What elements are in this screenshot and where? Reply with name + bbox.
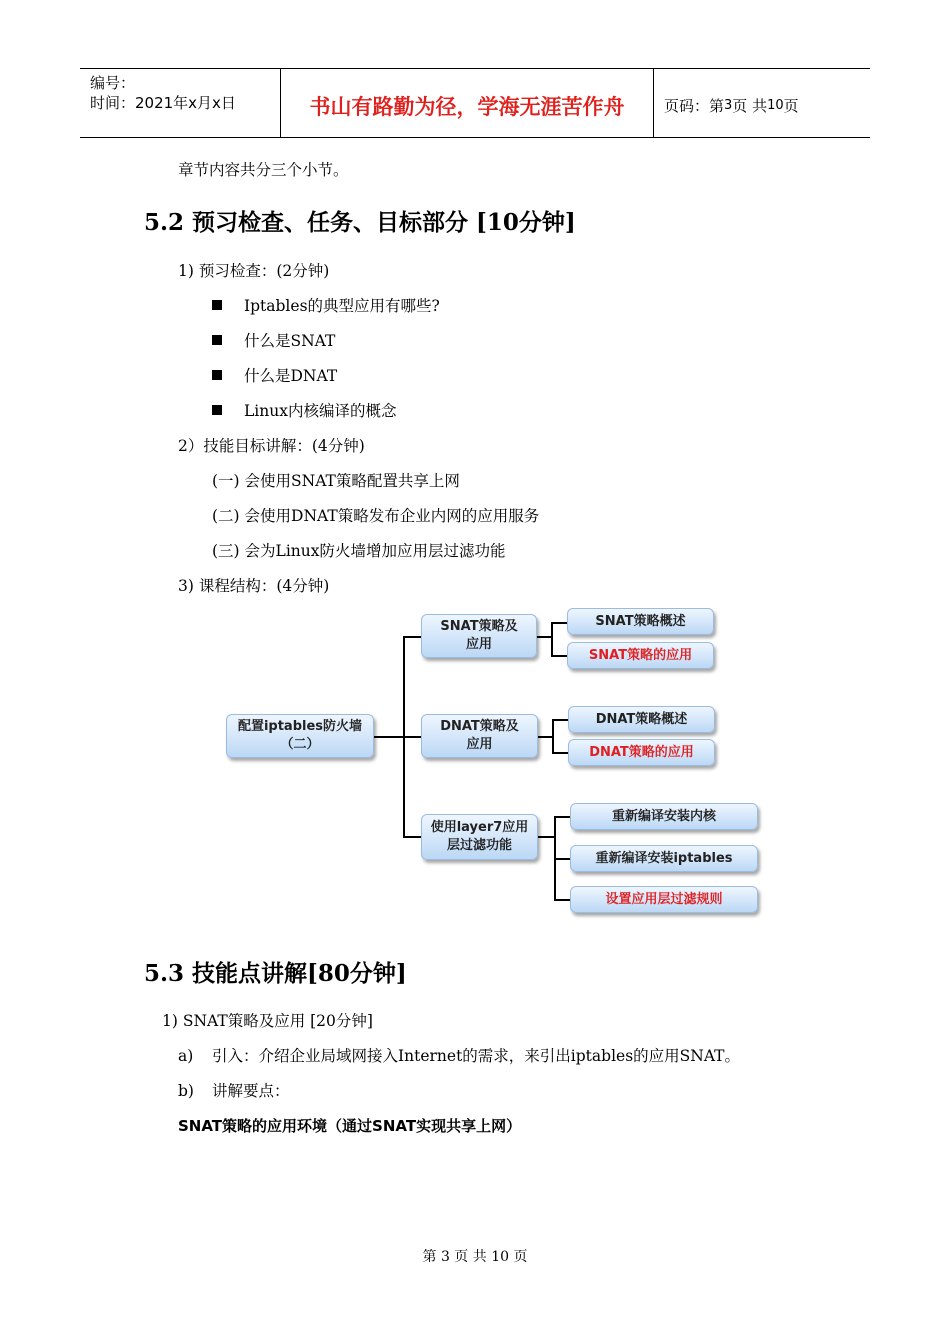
connector-line [403, 836, 421, 838]
connector-line [552, 752, 568, 754]
connector-line [403, 636, 421, 638]
connector-line [552, 719, 554, 753]
connector-line [374, 736, 404, 738]
page-number: 3 [724, 97, 733, 113]
page-header [80, 68, 870, 138]
section-5-3-title: 5.3 技能点讲解[80分钟] [144, 960, 407, 987]
page-total: 10 [767, 97, 784, 113]
mindmap-leaf-node: 重新编译安装内核 [570, 803, 758, 830]
time-label: 时间：2021年x月x日 [90, 94, 236, 112]
mindmap-leaf-node: 重新编译安装iptables [570, 845, 758, 872]
connector-line [551, 655, 567, 657]
bullet-icon [212, 335, 222, 345]
connector-line [537, 636, 552, 638]
sub-item-a: a) 引入：介绍企业局域网接入Internet的需求，来引出iptables的应用SNAT。 [178, 1047, 741, 1065]
header-motto: 书山有路勤为径，学海无涯苦作舟 [281, 69, 654, 137]
bullet-icon [212, 300, 222, 310]
list-item: 什么是SNAT [212, 331, 335, 351]
goal-item: (一) 会使用SNAT策略配置共享上网 [212, 472, 460, 490]
mindmap-root-node: 配置iptables防火墙（二） [226, 714, 374, 758]
sub-item-marker: a) [178, 1047, 194, 1065]
page-footer: 第 3 页 共 10 页 [422, 1249, 528, 1265]
header-meta [80, 69, 281, 137]
connector-line [403, 736, 421, 738]
number-label: 编号： [90, 74, 136, 92]
snat-item: 1) SNAT策略及应用 [20分钟] [162, 1012, 373, 1030]
intro-text: 章节内容共分三个小节。 [178, 161, 349, 179]
list-item: Linux内核编译的概念 [212, 401, 396, 421]
skill-goals-item: 2）技能目标讲解：(4分钟) [178, 437, 365, 455]
sub-item-marker: b) [178, 1082, 194, 1100]
connector-line [538, 836, 555, 838]
connector-line [554, 899, 570, 901]
mindmap-branch-node: SNAT策略及应用 [421, 614, 537, 658]
sub-item-b: b) 讲解要点： [178, 1082, 290, 1100]
connector-line [552, 719, 568, 721]
snat-subheading: SNAT策略的应用环境（通过SNAT实现共享上网） [178, 1117, 522, 1135]
connector-line [554, 858, 570, 860]
list-item: Iptables的典型应用有哪些? [212, 296, 440, 316]
section-5-2-title: 5.2 预习检查、任务、目标部分 [10分钟] [144, 209, 576, 236]
mindmap-leaf-node: DNAT策略概述 [568, 706, 715, 733]
mindmap-leaf-node: 设置应用层过滤规则 [570, 886, 758, 913]
bullet-icon [212, 370, 222, 380]
list-item: 什么是DNAT [212, 366, 337, 386]
mindmap-branch-node: DNAT策略及应用 [421, 714, 538, 758]
connector-line [554, 816, 570, 818]
goal-item: (三) 会为Linux防火墙增加应用层过滤功能 [212, 542, 506, 560]
connector-line [538, 736, 553, 738]
preview-check-item: 1) 预习检查：(2分钟) [178, 262, 330, 280]
connector-line [551, 622, 567, 624]
header-page-info: 页码：第 3 页 共 10 页 [664, 96, 799, 115]
mindmap-leaf-node: DNAT策略的应用 [568, 739, 715, 766]
connector-line [551, 622, 553, 656]
goal-item: (二) 会使用DNAT策略发布企业内网的应用服务 [212, 507, 540, 525]
mindmap-leaf-node: SNAT策略概述 [567, 608, 714, 635]
mindmap-branch-node: 使用layer7应用层过滤功能 [421, 814, 538, 860]
bullet-icon [212, 405, 222, 415]
course-structure-item: 3) 课程结构：(4分钟) [178, 577, 330, 595]
mindmap-leaf-node: SNAT策略的应用 [567, 642, 714, 669]
